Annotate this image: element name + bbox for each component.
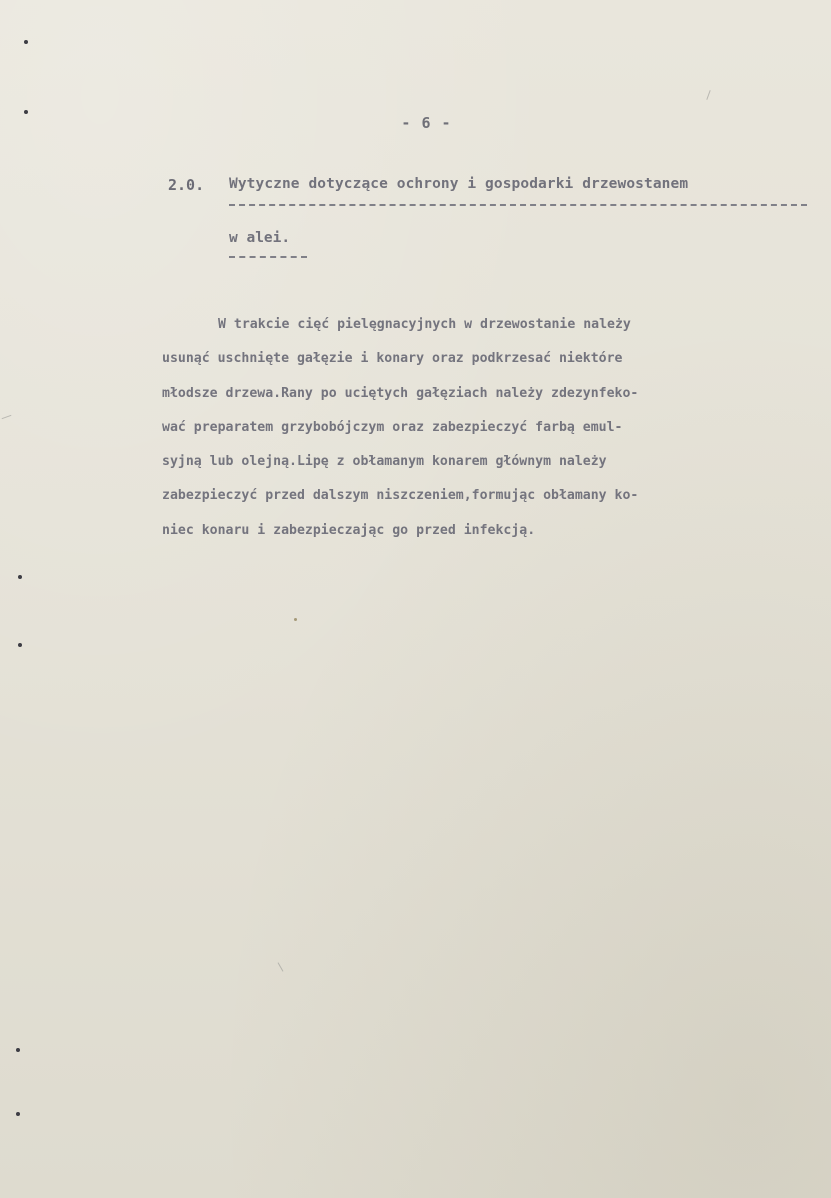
heading-underline <box>229 204 807 206</box>
paper-scratch <box>278 962 284 971</box>
binding-hole-mark <box>18 575 22 579</box>
section-heading-line-2: w alei. <box>229 230 291 246</box>
binding-hole-mark <box>24 40 28 44</box>
paragraph-line: usunąć uschnięte gałęzie i konary oraz podkrzesać niektóre <box>162 351 623 367</box>
paper-scratch <box>2 415 12 419</box>
heading-underline <box>229 256 307 258</box>
paper-speck <box>294 618 297 621</box>
paper-scratch <box>706 90 710 100</box>
paragraph-line: zabezpieczyć przed dalszym niszczeniem,formując obłamany ko- <box>162 488 639 504</box>
paragraph-line-text: W trakcie cięć pielęgnacyjnych w drzewostanie należy <box>218 317 631 332</box>
binding-hole-mark <box>18 643 22 647</box>
paragraph-line: wać preparatem grzybobójczym oraz zabezpieczyć farbą emul- <box>162 419 623 435</box>
body-paragraph <box>162 308 822 548</box>
section-heading-line-1: Wytyczne dotyczące ochrony i gospodarki drzewostanem <box>229 176 689 192</box>
binding-hole-mark <box>16 1112 20 1116</box>
paragraph-line: niec konaru i zabezpieczając go przed infekcją. <box>162 522 536 538</box>
page-number: - 6 - <box>401 114 452 132</box>
paragraph-line <box>162 308 822 342</box>
section-number: 2.0. <box>168 176 205 194</box>
paragraph-line: syjną lub olejną.Lipę z obłamanym konarem głównym należy <box>162 454 607 470</box>
binding-hole-mark <box>16 1048 20 1052</box>
paragraph-line: młodsze drzewa.Rany po uciętych gałęziach należy zdezynfeko- <box>162 385 639 401</box>
